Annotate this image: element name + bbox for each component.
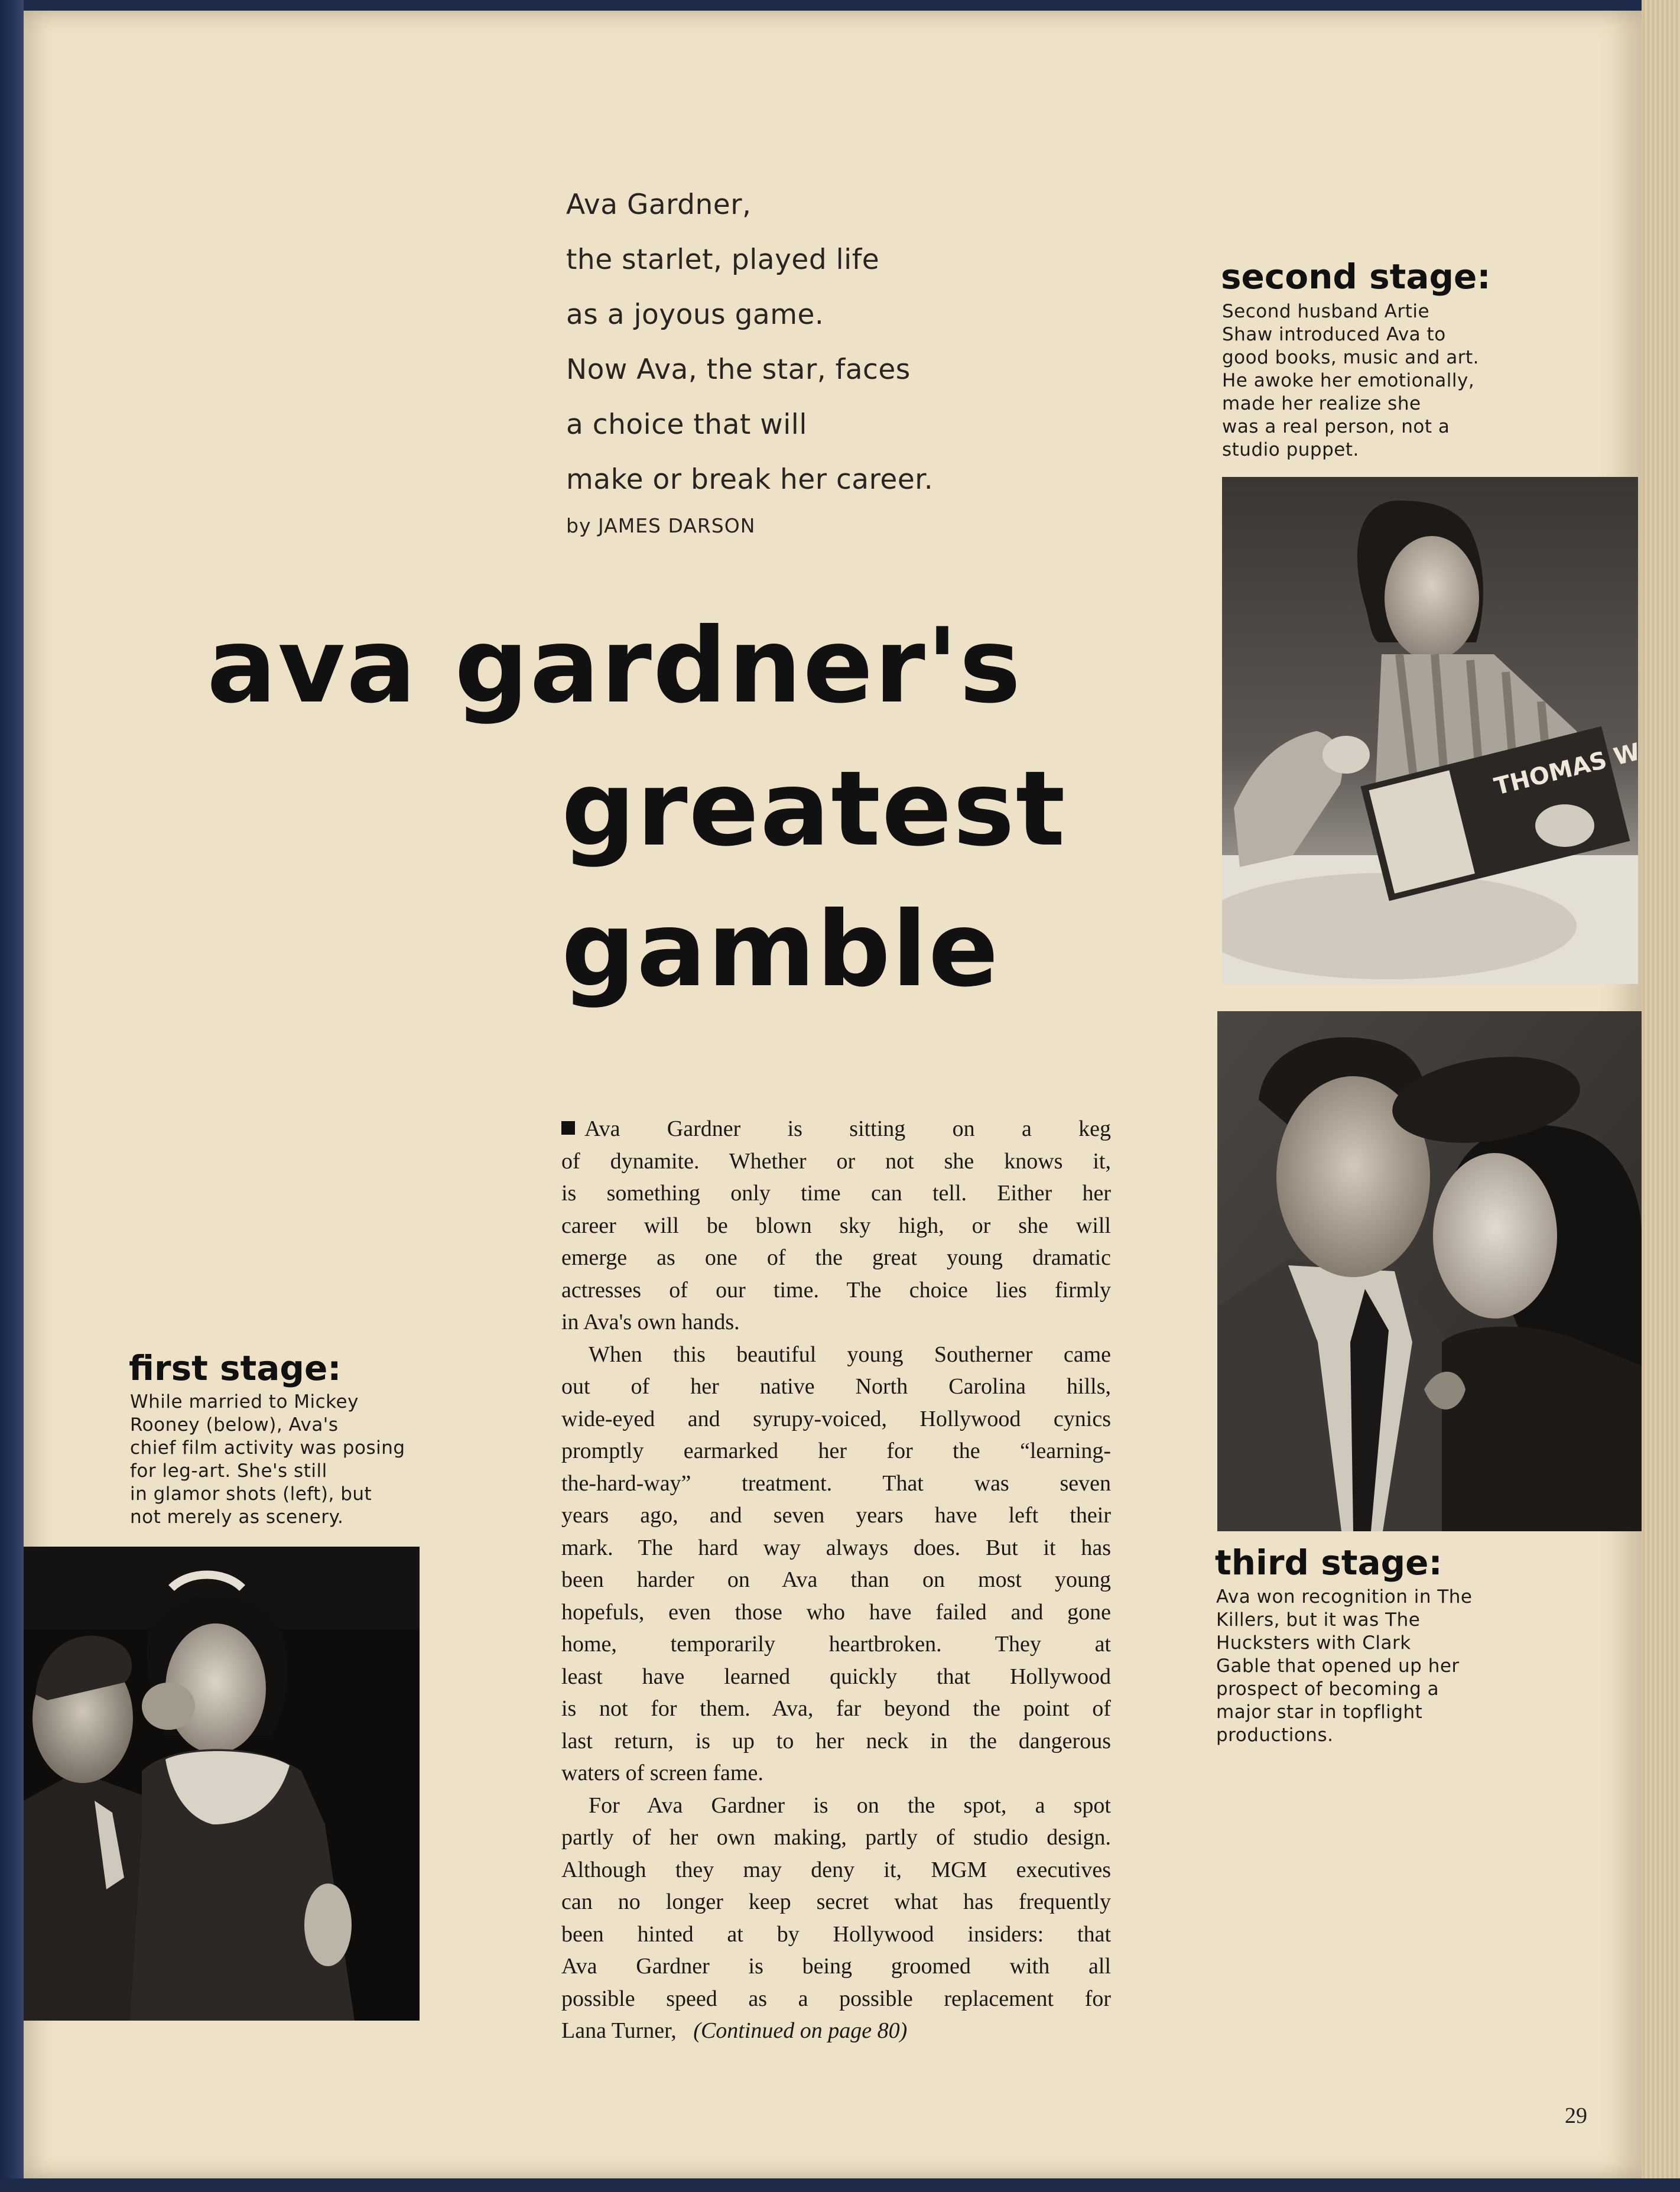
article-line bbox=[561, 2015, 1111, 2047]
article-deck bbox=[566, 177, 1015, 537]
article-line: promptly earmarked her for the “learning- bbox=[561, 1438, 1111, 1463]
article-line: home, temporarily heartbroken. They at bbox=[561, 1632, 1111, 1657]
article-line: partly of her own making, partly of studio design. bbox=[561, 1825, 1111, 1850]
page-stack-edge bbox=[1642, 0, 1680, 2192]
caption-line: prospect of becoming a bbox=[1216, 1678, 1439, 1700]
caption-line: in glamor shots (left), but bbox=[130, 1483, 372, 1505]
caption-line: Rooney (below), Ava's bbox=[130, 1414, 339, 1436]
article-line: is not for them. Ava, far beyond the point of bbox=[561, 1696, 1111, 1721]
page-number: 29 bbox=[1565, 2103, 1587, 2128]
article-line: actresses of our time. The choice lies firmly bbox=[561, 1277, 1111, 1303]
second-stage-caption bbox=[1222, 300, 1479, 462]
photo-ava-reading-image bbox=[1222, 477, 1638, 984]
article-line: hopefuls, even those who have failed and gone bbox=[561, 1599, 1111, 1625]
article-line: Ava Gardner is being groomed with all bbox=[561, 1954, 1111, 1979]
caption-line: Ava won recognition in The bbox=[1216, 1586, 1473, 1608]
photo-gable-and-ava bbox=[1217, 1011, 1642, 1531]
caption-line: not merely as scenery. bbox=[130, 1506, 344, 1528]
caption-line: Shaw introduced Ava to bbox=[1222, 324, 1446, 345]
article-line: been harder on Ava than on most young bbox=[561, 1567, 1111, 1592]
headline-line-2: greatest bbox=[561, 749, 1067, 869]
first-stage-caption bbox=[130, 1391, 405, 1529]
article-line-text: Ava Gardner is sitting on a keg bbox=[584, 1116, 1111, 1141]
article-line: least have learned quickly that Hollywood bbox=[561, 1664, 1111, 1689]
photo-rooney-and-ava-image bbox=[24, 1547, 420, 2021]
caption-line: studio puppet. bbox=[1222, 439, 1359, 460]
article-line bbox=[561, 1113, 1111, 1145]
caption-line: good books, music and art. bbox=[1222, 347, 1479, 368]
deck-line: as a joyous game. bbox=[566, 298, 824, 331]
article-body bbox=[561, 1113, 1111, 2047]
article-line: is something only time can tell. Either her bbox=[561, 1181, 1111, 1206]
article-line: emerge as one of the great young dramatic bbox=[561, 1245, 1111, 1270]
article-line: possible speed as a possible replacement for bbox=[561, 1986, 1111, 2011]
caption-line: Killers, but it was The bbox=[1216, 1609, 1421, 1631]
caption-line: He awoke her emotionally, bbox=[1222, 370, 1475, 391]
third-stage-caption bbox=[1216, 1586, 1473, 1747]
continued-note: (Continued on page 80) bbox=[693, 2018, 908, 2043]
article-line: When this beautiful young Southerner came bbox=[589, 1342, 1111, 1367]
deck-line: a choice that will bbox=[566, 408, 807, 441]
third-stage-title: third stage: bbox=[1215, 1542, 1442, 1583]
article-line: the-hard-way” treatment. That was seven bbox=[561, 1470, 1111, 1496]
article-line: been hinted at by Hollywood insiders: that bbox=[561, 1921, 1111, 1947]
top-binding-edge bbox=[0, 0, 1680, 11]
second-stage-title: second stage: bbox=[1221, 256, 1491, 297]
byline: by JAMES DARSON bbox=[566, 514, 756, 537]
article-line: For Ava Gardner is on the spot, a spot bbox=[589, 1792, 1111, 1818]
deck-line: make or break her career. bbox=[566, 463, 934, 496]
caption-line: productions. bbox=[1216, 1725, 1334, 1746]
article-line: waters of screen fame. bbox=[561, 1761, 763, 1785]
caption-line: major star in topflight bbox=[1216, 1701, 1423, 1723]
photo-rooney-and-ava bbox=[24, 1547, 420, 2021]
deck-line: Now Ava, the star, faces bbox=[566, 353, 911, 386]
first-stage-title: first stage: bbox=[129, 1348, 342, 1388]
caption-line: While married to Mickey bbox=[130, 1391, 359, 1412]
article-line: can no longer keep secret what has frequently bbox=[561, 1889, 1111, 1914]
headline-line-1: ava gardner's bbox=[207, 606, 1022, 726]
article-line: years ago, and seven years have left their bbox=[561, 1503, 1111, 1528]
article-start-square-icon bbox=[561, 1121, 575, 1135]
article-line: Although they may deny it, MGM executives bbox=[561, 1857, 1111, 1882]
caption-line: Hucksters with Clark bbox=[1216, 1632, 1411, 1654]
photo-gable-and-ava-image bbox=[1217, 1011, 1642, 1531]
article-line: wide-eyed and syrupy-voiced, Hollywood cynics bbox=[561, 1406, 1111, 1431]
article-line: out of her native North Carolina hills, bbox=[561, 1374, 1111, 1399]
article-line: of dynamite. Whether or not she knows it, bbox=[561, 1148, 1111, 1174]
article-line: last return, is up to her neck in the dangerous bbox=[561, 1728, 1111, 1753]
article-line: career will be blown sky high, or she will bbox=[561, 1213, 1111, 1238]
caption-line: for leg-art. She's still bbox=[130, 1460, 327, 1482]
article-line: in Ava's own hands. bbox=[561, 1310, 740, 1334]
article-line: mark. The hard way always does. But it has bbox=[561, 1535, 1111, 1560]
article-line-text: Lana Turner, bbox=[561, 2018, 677, 2043]
photo-ava-reading bbox=[1222, 477, 1638, 984]
caption-line: chief film activity was posing bbox=[130, 1437, 405, 1459]
deck-line: the starlet, played life bbox=[566, 243, 880, 276]
magazine-spine bbox=[0, 0, 24, 2192]
caption-line: Gable that opened up her bbox=[1216, 1655, 1460, 1677]
caption-line: Second husband Artie bbox=[1222, 301, 1430, 322]
deck-line: Ava Gardner, bbox=[566, 189, 752, 221]
headline-line-3: gamble bbox=[561, 890, 1000, 1010]
bottom-binding-edge bbox=[0, 2178, 1680, 2192]
caption-line: was a real person, not a bbox=[1222, 416, 1450, 437]
caption-line: made her realize she bbox=[1222, 393, 1421, 414]
